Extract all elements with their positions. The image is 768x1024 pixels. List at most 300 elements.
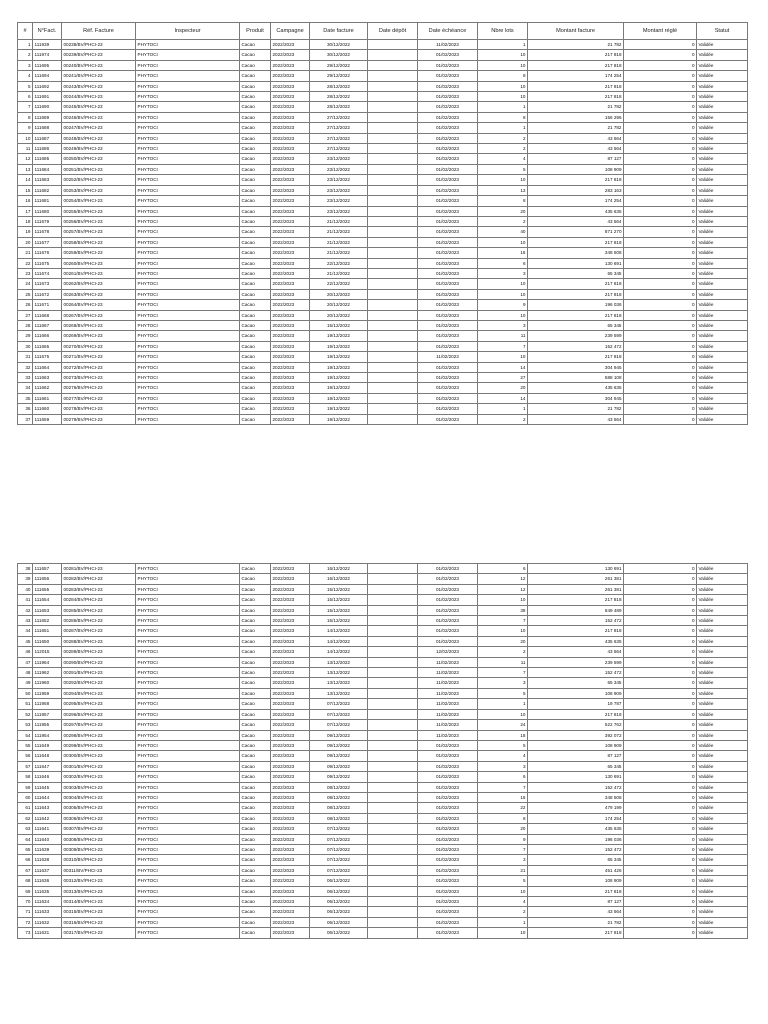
cell-inspector: PHYTOCI bbox=[136, 60, 240, 70]
cell-invoice-amount: 152 472 bbox=[528, 668, 624, 678]
cell-campaign: 2022/2023 bbox=[271, 636, 310, 646]
cell-invoice-ref: 00247/BV/PHCI-23 bbox=[62, 123, 136, 133]
cell-due-date: 01/02/2023 bbox=[418, 320, 478, 330]
cell-inspector: PHYTOCI bbox=[136, 584, 240, 594]
cell-deposit-date bbox=[368, 897, 418, 907]
cell-amount-paid: 0 bbox=[624, 40, 697, 50]
cell-row-index: 40 bbox=[18, 584, 33, 594]
cell-status: Validée bbox=[697, 393, 748, 403]
cell-invoice-date: 06/12/2022 bbox=[310, 886, 368, 896]
cell-invoice-date: 07/12/2022 bbox=[310, 834, 368, 844]
cell-invoice-amount: 435 635 bbox=[528, 636, 624, 646]
cell-deposit-date bbox=[368, 844, 418, 854]
cell-status: Validée bbox=[697, 60, 748, 70]
cell-product: Cacao bbox=[240, 709, 271, 719]
table-row bbox=[18, 616, 748, 626]
table-row bbox=[18, 341, 748, 351]
cell-invoice-date: 08/12/2022 bbox=[310, 782, 368, 792]
cell-row-index: 7 bbox=[18, 102, 33, 112]
cell-campaign: 2022/2023 bbox=[271, 740, 310, 750]
cell-deposit-date bbox=[368, 248, 418, 258]
cell-invoice-date: 15/12/2022 bbox=[310, 320, 368, 330]
table-row bbox=[18, 164, 748, 174]
cell-product: Cacao bbox=[240, 216, 271, 226]
cell-due-date: 01/02/2023 bbox=[418, 917, 478, 927]
cell-lot-count: 8 bbox=[478, 196, 528, 206]
cell-lot-count: 14 bbox=[478, 362, 528, 372]
cell-deposit-date bbox=[368, 352, 418, 362]
cell-invoice-amount: 304 945 bbox=[528, 362, 624, 372]
cell-amount-paid: 0 bbox=[624, 300, 697, 310]
header-status: Statut bbox=[697, 23, 748, 40]
cell-invoice-number: 111656 bbox=[33, 574, 62, 584]
cell-invoice-date: 29/12/2022 bbox=[310, 60, 368, 70]
cell-invoice-ref: 00257/BV/PHCI-23 bbox=[62, 227, 136, 237]
cell-invoice-number: 111675 bbox=[33, 258, 62, 268]
cell-invoice-ref: 00260/BV/PHCI-23 bbox=[62, 258, 136, 268]
cell-due-date: 01/02/2023 bbox=[418, 751, 478, 761]
cell-invoice-amount: 87 127 bbox=[528, 154, 624, 164]
table-row bbox=[18, 268, 748, 278]
cell-invoice-number: 111638 bbox=[33, 855, 62, 865]
cell-due-date: 01/02/2023 bbox=[418, 813, 478, 823]
cell-campaign: 2022/2023 bbox=[271, 813, 310, 823]
cell-status: Validée bbox=[697, 154, 748, 164]
cell-deposit-date bbox=[368, 50, 418, 60]
cell-campaign: 2022/2023 bbox=[271, 761, 310, 771]
cell-product: Cacao bbox=[240, 813, 271, 823]
cell-lot-count: 7 bbox=[478, 844, 528, 854]
cell-lot-count: 6 bbox=[478, 564, 528, 574]
cell-invoice-number: 111939 bbox=[33, 40, 62, 50]
cell-lot-count: 11 bbox=[478, 331, 528, 341]
cell-invoice-ref: 00277/BV/PHCI-23 bbox=[62, 393, 136, 403]
cell-lot-count: 2 bbox=[478, 907, 528, 917]
cell-invoice-date: 09/12/2022 bbox=[310, 730, 368, 740]
cell-inspector: PHYTOCI bbox=[136, 813, 240, 823]
cell-invoice-amount: 435 635 bbox=[528, 383, 624, 393]
cell-row-index: 61 bbox=[18, 803, 33, 813]
cell-invoice-amount: 174 254 bbox=[528, 813, 624, 823]
cell-invoice-ref: 00246/BV/PHCI-23 bbox=[62, 112, 136, 122]
cell-due-date: 01/02/2023 bbox=[418, 289, 478, 299]
cell-lot-count: 10 bbox=[478, 279, 528, 289]
cell-due-date: 01/02/2023 bbox=[418, 133, 478, 143]
cell-invoice-date: 06/12/2022 bbox=[310, 897, 368, 907]
cell-campaign: 2022/2023 bbox=[271, 595, 310, 605]
cell-deposit-date bbox=[368, 383, 418, 393]
cell-campaign: 2022/2023 bbox=[271, 699, 310, 709]
cell-status: Validée bbox=[697, 196, 748, 206]
cell-row-index: 62 bbox=[18, 813, 33, 823]
cell-invoice-date: 21/12/2022 bbox=[310, 248, 368, 258]
cell-product: Cacao bbox=[240, 605, 271, 615]
table-row bbox=[18, 792, 748, 802]
cell-invoice-ref: 00268/BV/PHCI-23 bbox=[62, 320, 136, 330]
cell-campaign: 2022/2023 bbox=[271, 373, 310, 383]
cell-deposit-date bbox=[368, 876, 418, 886]
cell-amount-paid: 0 bbox=[624, 574, 697, 584]
cell-due-date: 01/02/2023 bbox=[418, 258, 478, 268]
cell-product: Cacao bbox=[240, 393, 271, 403]
table-row bbox=[18, 362, 748, 372]
header-lot-count: Nbre lots bbox=[478, 23, 528, 40]
cell-due-date: 01/02/2023 bbox=[418, 144, 478, 154]
cell-invoice-number: 111974 bbox=[33, 50, 62, 60]
cell-due-date: 11/02/2023 bbox=[418, 688, 478, 698]
cell-campaign: 2022/2023 bbox=[271, 112, 310, 122]
cell-due-date: 01/02/2023 bbox=[418, 206, 478, 216]
cell-product: Cacao bbox=[240, 310, 271, 320]
cell-deposit-date bbox=[368, 605, 418, 615]
cell-invoice-number: 111659 bbox=[33, 414, 62, 424]
cell-deposit-date bbox=[368, 331, 418, 341]
cell-invoice-ref: 00315/BV/PHCI-23 bbox=[62, 907, 136, 917]
cell-lot-count: 8 bbox=[478, 112, 528, 122]
cell-lot-count: 4 bbox=[478, 897, 528, 907]
cell-invoice-date: 07/12/2022 bbox=[310, 824, 368, 834]
cell-inspector: PHYTOCI bbox=[136, 730, 240, 740]
table-row bbox=[18, 393, 748, 403]
cell-due-date: 01/02/2023 bbox=[418, 782, 478, 792]
cell-product: Cacao bbox=[240, 803, 271, 813]
cell-invoice-ref: 00263/BV/PHCI-23 bbox=[62, 289, 136, 299]
cell-due-date: 01/02/2023 bbox=[418, 792, 478, 802]
cell-due-date: 01/02/2023 bbox=[418, 196, 478, 206]
cell-amount-paid: 0 bbox=[624, 289, 697, 299]
cell-lot-count: 3 bbox=[478, 320, 528, 330]
cell-row-index: 38 bbox=[18, 564, 33, 574]
cell-amount-paid: 0 bbox=[624, 647, 697, 657]
cell-invoice-ref: 00272/BV/PHCI-23 bbox=[62, 362, 136, 372]
cell-lot-count: 6 bbox=[478, 258, 528, 268]
cell-amount-paid: 0 bbox=[624, 824, 697, 834]
table-row bbox=[18, 144, 748, 154]
cell-invoice-amount: 196 036 bbox=[528, 300, 624, 310]
table-row bbox=[18, 688, 748, 698]
cell-status: Validée bbox=[697, 102, 748, 112]
cell-due-date: 01/02/2023 bbox=[418, 164, 478, 174]
cell-campaign: 2022/2023 bbox=[271, 300, 310, 310]
cell-inspector: PHYTOCI bbox=[136, 352, 240, 362]
cell-row-index: 18 bbox=[18, 216, 33, 226]
cell-amount-paid: 0 bbox=[624, 844, 697, 854]
cell-amount-paid: 0 bbox=[624, 237, 697, 247]
cell-due-date: 01/02/2023 bbox=[418, 102, 478, 112]
cell-deposit-date bbox=[368, 102, 418, 112]
table-row bbox=[18, 626, 748, 636]
cell-invoice-number: 111683 bbox=[33, 175, 62, 185]
cell-deposit-date bbox=[368, 668, 418, 678]
cell-campaign: 2022/2023 bbox=[271, 279, 310, 289]
cell-invoice-number: 111641 bbox=[33, 824, 62, 834]
cell-invoice-number: 111671 bbox=[33, 300, 62, 310]
cell-row-index: 31 bbox=[18, 352, 33, 362]
cell-inspector: PHYTOCI bbox=[136, 206, 240, 216]
cell-product: Cacao bbox=[240, 60, 271, 70]
cell-status: Validée bbox=[697, 844, 748, 854]
cell-campaign: 2022/2023 bbox=[271, 268, 310, 278]
table-row bbox=[18, 289, 748, 299]
cell-due-date: 01/02/2023 bbox=[418, 81, 478, 91]
cell-invoice-date: 27/12/2022 bbox=[310, 144, 368, 154]
cell-campaign: 2022/2023 bbox=[271, 855, 310, 865]
cell-invoice-date: 16/12/2022 bbox=[310, 574, 368, 584]
cell-due-date: 12/02/2023 bbox=[418, 647, 478, 657]
cell-due-date: 11/02/2023 bbox=[418, 668, 478, 678]
cell-due-date: 01/02/2023 bbox=[418, 154, 478, 164]
cell-amount-paid: 0 bbox=[624, 258, 697, 268]
cell-status: Validée bbox=[697, 310, 748, 320]
cell-invoice-number: 111684 bbox=[33, 164, 62, 174]
cell-deposit-date bbox=[368, 792, 418, 802]
cell-product: Cacao bbox=[240, 595, 271, 605]
cell-invoice-ref: 00291/BV/PHCI-23 bbox=[62, 668, 136, 678]
cell-invoice-ref: 00310/BV/PHCI-23 bbox=[62, 855, 136, 865]
cell-invoice-date: 13/12/2022 bbox=[310, 678, 368, 688]
cell-invoice-ref: 00312/BV/PHCI-23 bbox=[62, 876, 136, 886]
cell-due-date: 01/02/2023 bbox=[418, 574, 478, 584]
cell-invoice-number: 111667 bbox=[33, 320, 62, 330]
cell-product: Cacao bbox=[240, 730, 271, 740]
cell-lot-count: 1 bbox=[478, 102, 528, 112]
cell-invoice-ref: 00253/BV/PHCI-23 bbox=[62, 185, 136, 195]
cell-invoice-ref: 00303/BV/PHCI-23 bbox=[62, 782, 136, 792]
cell-inspector: PHYTOCI bbox=[136, 393, 240, 403]
cell-status: Validée bbox=[697, 216, 748, 226]
cell-deposit-date bbox=[368, 678, 418, 688]
cell-invoice-date: 16/12/2022 bbox=[310, 564, 368, 574]
cell-lot-count: 8 bbox=[478, 813, 528, 823]
cell-invoice-number: 111682 bbox=[33, 185, 62, 195]
cell-invoice-number: 111662 bbox=[33, 383, 62, 393]
cell-lot-count: 10 bbox=[478, 92, 528, 102]
cell-invoice-ref: 00316/BV/PHCI-23 bbox=[62, 917, 136, 927]
cell-campaign: 2022/2023 bbox=[271, 564, 310, 574]
cell-status: Validée bbox=[697, 227, 748, 237]
cell-invoice-number: 111681 bbox=[33, 196, 62, 206]
cell-campaign: 2022/2023 bbox=[271, 123, 310, 133]
cell-invoice-date: 19/12/2022 bbox=[310, 373, 368, 383]
cell-deposit-date bbox=[368, 123, 418, 133]
cell-invoice-ref: 00262/BV/PHCI-23 bbox=[62, 279, 136, 289]
cell-lot-count: 5 bbox=[478, 876, 528, 886]
cell-inspector: PHYTOCI bbox=[136, 740, 240, 750]
cell-invoice-ref: 00301/BV/PHCI-23 bbox=[62, 761, 136, 771]
cell-product: Cacao bbox=[240, 688, 271, 698]
cell-inspector: PHYTOCI bbox=[136, 720, 240, 730]
cell-invoice-amount: 108 909 bbox=[528, 164, 624, 174]
cell-status: Validée bbox=[697, 206, 748, 216]
cell-status: Validée bbox=[697, 595, 748, 605]
cell-due-date: 11/02/2023 bbox=[418, 678, 478, 688]
cell-row-index: 55 bbox=[18, 740, 33, 750]
cell-amount-paid: 0 bbox=[624, 133, 697, 143]
cell-inspector: PHYTOCI bbox=[136, 331, 240, 341]
cell-row-index: 4 bbox=[18, 71, 33, 81]
cell-amount-paid: 0 bbox=[624, 248, 697, 258]
cell-invoice-number: 111672 bbox=[33, 289, 62, 299]
cell-row-index: 17 bbox=[18, 206, 33, 216]
cell-due-date: 01/02/2023 bbox=[418, 123, 478, 133]
table-row bbox=[18, 855, 748, 865]
cell-invoice-number: 111692 bbox=[33, 81, 62, 91]
cell-deposit-date bbox=[368, 657, 418, 667]
cell-row-index: 41 bbox=[18, 595, 33, 605]
cell-campaign: 2022/2023 bbox=[271, 928, 310, 938]
cell-lot-count: 2 bbox=[478, 216, 528, 226]
header-amount-paid: Montant réglé bbox=[624, 23, 697, 40]
cell-invoice-amount: 217 818 bbox=[528, 81, 624, 91]
cell-status: Validée bbox=[697, 175, 748, 185]
cell-invoice-number: 111680 bbox=[33, 206, 62, 216]
cell-invoice-amount: 108 909 bbox=[528, 688, 624, 698]
cell-invoice-number: 111664 bbox=[33, 362, 62, 372]
cell-invoice-date: 15/12/2022 bbox=[310, 584, 368, 594]
cell-inspector: PHYTOCI bbox=[136, 834, 240, 844]
cell-campaign: 2022/2023 bbox=[271, 92, 310, 102]
cell-invoice-amount: 217 818 bbox=[528, 626, 624, 636]
cell-invoice-number: 111637 bbox=[33, 865, 62, 875]
header-invoice-ref: Réf. Facture bbox=[62, 23, 136, 40]
cell-invoice-number: 111666 bbox=[33, 331, 62, 341]
cell-status: Validée bbox=[697, 720, 748, 730]
cell-inspector: PHYTOCI bbox=[136, 647, 240, 657]
cell-invoice-date: 21/12/2022 bbox=[310, 268, 368, 278]
cell-campaign: 2022/2023 bbox=[271, 616, 310, 626]
table-row bbox=[18, 782, 748, 792]
cell-invoice-date: 14/12/2022 bbox=[310, 636, 368, 646]
cell-due-date: 01/02/2023 bbox=[418, 71, 478, 81]
cell-inspector: PHYTOCI bbox=[136, 81, 240, 91]
cell-invoice-ref: 00294/BV/PHCI-23 bbox=[62, 688, 136, 698]
cell-product: Cacao bbox=[240, 886, 271, 896]
cell-inspector: PHYTOCI bbox=[136, 917, 240, 927]
cell-invoice-ref: 00243/BV/PHCI-23 bbox=[62, 81, 136, 91]
cell-product: Cacao bbox=[240, 584, 271, 594]
cell-invoice-number: 111957 bbox=[33, 709, 62, 719]
cell-invoice-amount: 217 818 bbox=[528, 928, 624, 938]
cell-product: Cacao bbox=[240, 678, 271, 688]
table-row bbox=[18, 657, 748, 667]
cell-row-index: 58 bbox=[18, 772, 33, 782]
cell-invoice-amount: 108 909 bbox=[528, 740, 624, 750]
cell-amount-paid: 0 bbox=[624, 71, 697, 81]
cell-product: Cacao bbox=[240, 917, 271, 927]
cell-row-index: 35 bbox=[18, 393, 33, 403]
cell-invoice-amount: 217 818 bbox=[528, 310, 624, 320]
cell-invoice-date: 28/12/2022 bbox=[310, 81, 368, 91]
cell-due-date: 01/02/2023 bbox=[418, 185, 478, 195]
cell-due-date: 01/02/2023 bbox=[418, 855, 478, 865]
cell-amount-paid: 0 bbox=[624, 373, 697, 383]
cell-deposit-date bbox=[368, 626, 418, 636]
cell-lot-count: 22 bbox=[478, 803, 528, 813]
cell-deposit-date bbox=[368, 92, 418, 102]
cell-amount-paid: 0 bbox=[624, 605, 697, 615]
header-campaign: Campagne bbox=[271, 23, 310, 40]
cell-inspector: PHYTOCI bbox=[136, 782, 240, 792]
cell-row-index: 70 bbox=[18, 897, 33, 907]
cell-inspector: PHYTOCI bbox=[136, 196, 240, 206]
cell-invoice-ref: 00304/BV/PHCI-23 bbox=[62, 792, 136, 802]
cell-status: Validée bbox=[697, 133, 748, 143]
cell-deposit-date bbox=[368, 133, 418, 143]
cell-invoice-date: 06/12/2022 bbox=[310, 917, 368, 927]
cell-invoice-date: 21/12/2022 bbox=[310, 216, 368, 226]
cell-deposit-date bbox=[368, 196, 418, 206]
cell-product: Cacao bbox=[240, 616, 271, 626]
cell-invoice-date: 13/12/2022 bbox=[310, 688, 368, 698]
header-invoice-date: Date facture bbox=[310, 23, 368, 40]
cell-invoice-amount: 217 818 bbox=[528, 50, 624, 60]
cell-inspector: PHYTOCI bbox=[136, 699, 240, 709]
cell-product: Cacao bbox=[240, 71, 271, 81]
cell-deposit-date bbox=[368, 393, 418, 403]
cell-invoice-amount: 522 762 bbox=[528, 720, 624, 730]
cell-due-date: 01/02/2023 bbox=[418, 626, 478, 636]
cell-deposit-date bbox=[368, 813, 418, 823]
cell-invoice-ref: 00250/BV/PHCI-23 bbox=[62, 154, 136, 164]
cell-amount-paid: 0 bbox=[624, 636, 697, 646]
cell-row-index: 12 bbox=[18, 154, 33, 164]
cell-invoice-amount: 348 508 bbox=[528, 248, 624, 258]
cell-deposit-date bbox=[368, 855, 418, 865]
cell-invoice-amount: 261 381 bbox=[528, 584, 624, 594]
table-row bbox=[18, 584, 748, 594]
cell-lot-count: 9 bbox=[478, 300, 528, 310]
cell-invoice-ref: 00258/BV/PHCI-23 bbox=[62, 237, 136, 247]
cell-due-date: 01/02/2023 bbox=[418, 761, 478, 771]
cell-amount-paid: 0 bbox=[624, 595, 697, 605]
cell-row-index: 1 bbox=[18, 40, 33, 50]
cell-due-date: 01/02/2023 bbox=[418, 844, 478, 854]
cell-product: Cacao bbox=[240, 92, 271, 102]
cell-status: Validée bbox=[697, 414, 748, 424]
cell-invoice-date: 09/12/2022 bbox=[310, 751, 368, 761]
cell-invoice-amount: 21 782 bbox=[528, 123, 624, 133]
cell-invoice-number: 111679 bbox=[33, 216, 62, 226]
cell-amount-paid: 0 bbox=[624, 341, 697, 351]
cell-product: Cacao bbox=[240, 206, 271, 216]
cell-amount-paid: 0 bbox=[624, 928, 697, 938]
cell-campaign: 2022/2023 bbox=[271, 81, 310, 91]
cell-invoice-number: 111688 bbox=[33, 123, 62, 133]
cell-deposit-date bbox=[368, 917, 418, 927]
cell-invoice-ref: 00290/BV/PHCI-23 bbox=[62, 657, 136, 667]
cell-lot-count: 2 bbox=[478, 647, 528, 657]
cell-row-index: 28 bbox=[18, 320, 33, 330]
cell-lot-count: 20 bbox=[478, 206, 528, 216]
cell-deposit-date bbox=[368, 907, 418, 917]
cell-invoice-date: 14/12/2022 bbox=[310, 626, 368, 636]
cell-status: Validée bbox=[697, 688, 748, 698]
cell-invoice-amount: 217 818 bbox=[528, 279, 624, 289]
table-row bbox=[18, 699, 748, 709]
cell-deposit-date bbox=[368, 636, 418, 646]
cell-campaign: 2022/2023 bbox=[271, 876, 310, 886]
table-row bbox=[18, 897, 748, 907]
cell-inspector: PHYTOCI bbox=[136, 414, 240, 424]
cell-inspector: PHYTOCI bbox=[136, 50, 240, 60]
cell-product: Cacao bbox=[240, 341, 271, 351]
cell-invoice-date: 27/12/2022 bbox=[310, 133, 368, 143]
cell-invoice-ref: 00281/BV/PHCI-23 bbox=[62, 564, 136, 574]
cell-due-date: 01/02/2023 bbox=[418, 834, 478, 844]
cell-due-date: 01/02/2023 bbox=[418, 564, 478, 574]
cell-invoice-ref: 00297/BV/PHCI-23 bbox=[62, 720, 136, 730]
cell-campaign: 2022/2023 bbox=[271, 834, 310, 844]
